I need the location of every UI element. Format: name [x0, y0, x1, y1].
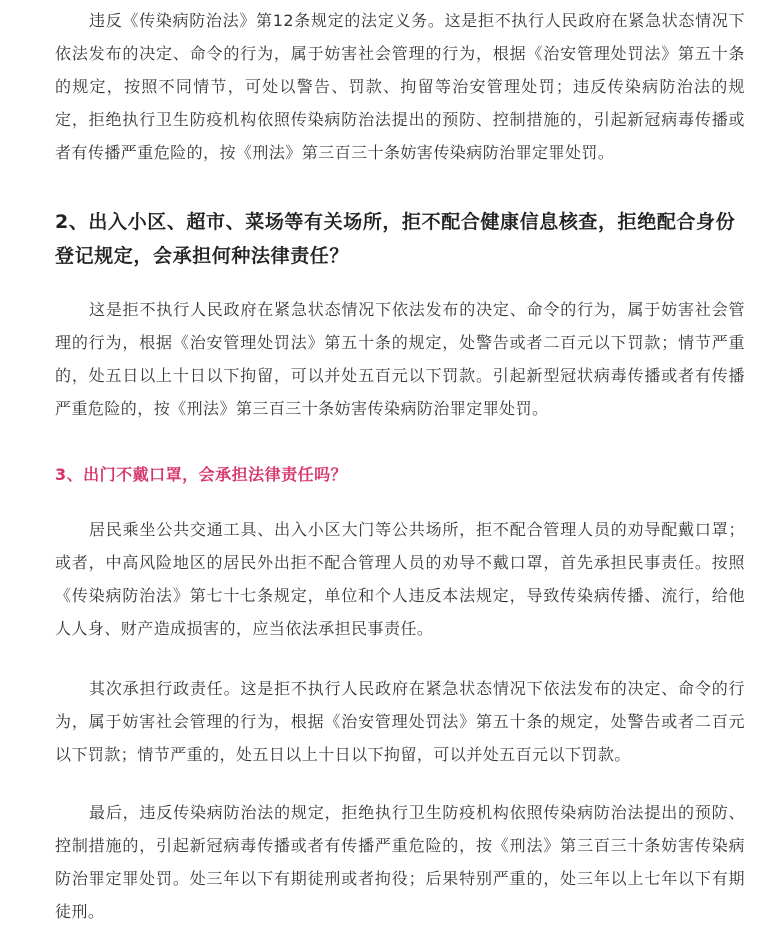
section-heading-3: 3、出门不戴口罩，会承担法律责任吗？ [55, 465, 348, 484]
section-heading-2: 2、出入小区、超市、菜场等有关场所，拒不配合健康信息核查，拒绝配合身份登记规定，会承担何种法律责任？ [55, 211, 736, 267]
paragraph-1: 违反《传染病防治法》第12条规定的法定义务。这是拒不执行人民政府在紧急状态情况下依法发布的决定、命令的行为，属于妨害社会管理的行为，根据《治安管理处罚法》第五十条的规定，按照不同情节，可处以警告、罚款、拘留等治安管理处罚；违反传染病防治法的规定，拒绝执行卫生防疫机构依照传染病防治法提出的预防、控制措施的，引起新冠病毒传播或者有传播严重危险的，按《刑法》第三百三十条妨害传染病防治罪定罪处罚。 [55, 11, 745, 162]
paragraph-5: 最后，违反传染病防治法的规定，拒绝执行卫生防疫机构依照传染病防治法提出的预防、控制措施的，引起新冠病毒传播或者有传播严重危险的，按《刑法》第三百三十条妨害传染病防治罪定罪处罚。处三年以下有期徒刑或者拘役；后果特别严重的，处三年以上七年以下有期徒刑。 [55, 803, 745, 921]
paragraph-4: 其次承担行政责任。这是拒不执行人民政府在紧急状态情况下依法发布的决定、命令的行为，属于妨害社会管理的行为，根据《治安管理处罚法》第五十条的规定，处警告或者二百元以下罚款；情节严重的，处五日以上十日以下拘留，可以并处五百元以下罚款。 [55, 679, 745, 764]
paragraph-2: 这是拒不执行人民政府在紧急状态情况下依法发布的决定、命令的行为，属于妨害社会管理的行为，根据《治安管理处罚法》第五十条的规定，处警告或者二百元以下罚款；情节严重的，处五日以上十日以下拘留，可以并处五百元以下罚款。引起新型冠状病毒传播或者有传播严重危险的，按《刑法》第三百三十条妨害传染病防治罪定罪处罚。 [55, 300, 745, 418]
paragraph-3: 居民乘坐公共交通工具、出入小区大门等公共场所，拒不配合管理人员的劝导配戴口罩；或者，中高风险地区的居民外出拒不配合管理人员的劝导不戴口罩，首先承担民事责任。按照《传染病防治法》第七十七条规定，单位和个人违反本法规定，导致传染病传播、流行，给他人人身、财产造成损害的，应当依法承担民事责任。 [55, 520, 745, 638]
